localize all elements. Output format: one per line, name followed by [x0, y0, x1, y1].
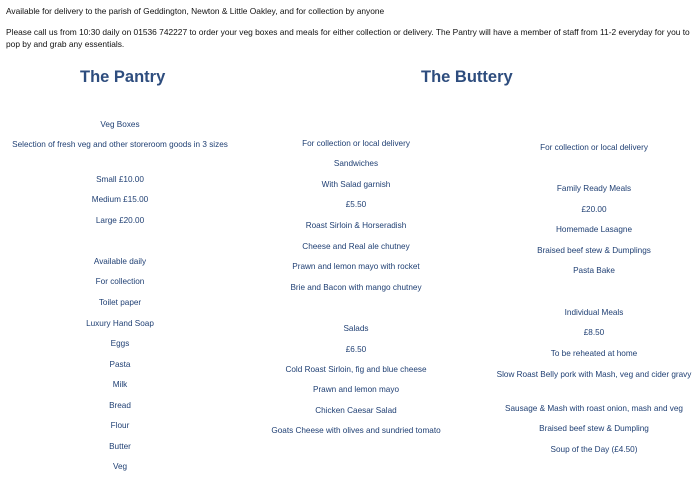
intro-text: [6, 5, 694, 51]
pantry-item: Eggs: [110, 339, 130, 348]
sandwich-item: Roast Sirloin & Horseradish: [305, 221, 407, 230]
family-meal-item: Pasta Bake: [573, 266, 615, 275]
buttery-title: The Buttery: [421, 68, 513, 86]
size-medium: Medium £15.00: [91, 195, 149, 204]
pantry-item: Milk: [112, 380, 128, 389]
meals-delivery-note: For collection or local delivery: [540, 143, 648, 152]
sandwich-price: £5.50: [345, 200, 367, 209]
individual-meal-item: Sausage & Mash with roast onion, mash and veg: [505, 404, 683, 413]
salad-item: Cold Roast Sirloin, fig and blue cheese: [285, 365, 427, 374]
family-meals-price: £20.00: [581, 205, 607, 214]
individual-meal-item: Slow Roast Belly pork with Mash, veg and cider gravy: [496, 370, 692, 379]
pantry-item: Butter: [109, 442, 131, 451]
pantry-title: The Pantry: [80, 68, 166, 86]
salad-item: Goats Cheese with olives and sundried tomato: [271, 426, 441, 435]
salad-item: Chicken Caesar Salad: [315, 406, 397, 415]
veg-boxes-heading: Veg Boxes: [100, 120, 140, 129]
delivery-area-note: Available for delivery to the parish of Geddington, Newton & Little Oakley, and for collection by anyone: [6, 6, 385, 16]
sandwiches-heading: Sandwiches: [333, 159, 379, 168]
size-large: Large £20.00: [95, 216, 145, 225]
family-meal-item: Braised beef stew & Dumplings: [537, 246, 651, 255]
pantry-item: Luxury Hand Soap: [86, 319, 154, 328]
available-daily: Available daily: [93, 257, 147, 266]
size-small: Small £10.00: [96, 175, 144, 184]
veg-boxes-description: Selection of fresh veg and other storeroom goods in 3 sizes: [12, 140, 228, 149]
individual-meals-price: £8.50: [583, 328, 605, 337]
family-meal-item: Homemade Lasagne: [555, 225, 632, 234]
pantry-item: Veg: [112, 462, 128, 471]
pantry-item: Flour: [110, 421, 130, 430]
salad-price: £6.50: [345, 345, 367, 354]
sandwich-item: Cheese and Real ale chutney: [302, 242, 410, 251]
salad-garnish-note: With Salad garnish: [321, 180, 391, 189]
individual-meal-item: Soup of the Day (£4.50): [550, 445, 638, 454]
individual-meal-item: Braised beef stew & Dumpling: [539, 424, 649, 433]
salads-heading: Salads: [343, 324, 369, 333]
salad-item: Prawn and lemon mayo: [312, 385, 399, 394]
for-collection: For collection: [95, 277, 145, 286]
family-meals-heading: Family Ready Meals: [556, 184, 632, 193]
pantry-item: Bread: [109, 401, 131, 410]
sandwich-delivery-note: For collection or local delivery: [302, 139, 410, 148]
individual-meals-heading: Individual Meals: [564, 308, 624, 317]
sandwich-item: Brie and Bacon with mango chutney: [290, 283, 422, 292]
ordering-note: Please call us from 10:30 daily on 01536 742227 to order your veg boxes and meals for either collection or delivery. The Pantry will have a member of staff from 11-2 everyday for you to pop by and grab any essentials.: [6, 26, 690, 49]
reheat-note: To be reheated at home: [550, 349, 638, 358]
pantry-item: Pasta: [109, 360, 131, 369]
pantry-item: Toilet paper: [98, 298, 142, 307]
sandwich-item: Prawn and lemon mayo with rocket: [292, 262, 420, 271]
